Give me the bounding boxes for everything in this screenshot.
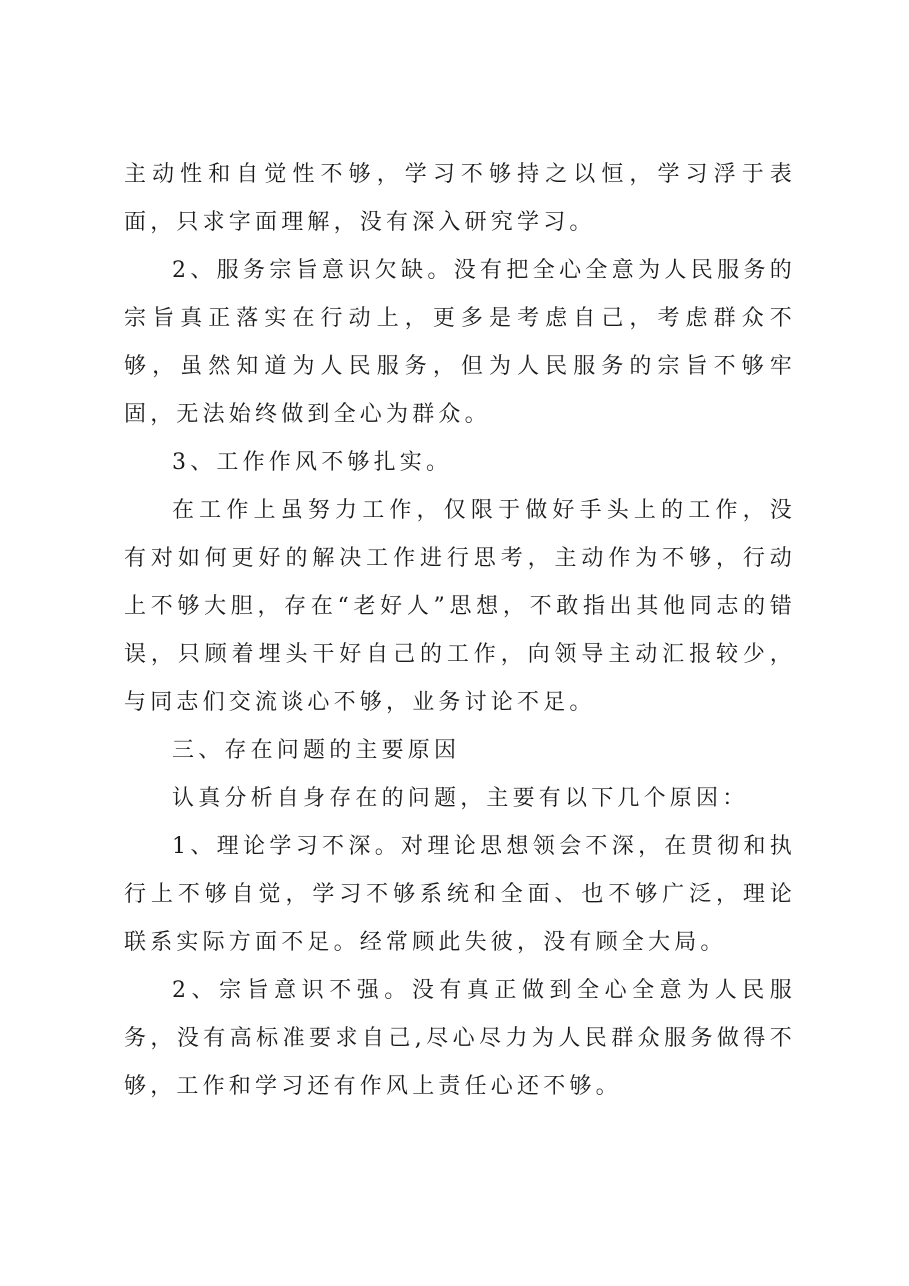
paragraph-theory-study: 1、理论学习不深。对理论思想领会不深，在贯彻和执行上不够自觉，学习不够系统和全面、也不够广泛，理论联系实际方面不足。经常顾此失彼，没有顾全大局。 [124, 834, 796, 955]
paragraph-purpose-awareness: 2、宗旨意识不强。没有真正做到全心全意为人民服务，没有高标准要求自己,尽心尽力为人民群众服务做得不够，工作和学习还有作风上责任心还不够。 [124, 978, 796, 1099]
paragraph-causes-intro: 认真分析自身存在的问题，主要有以下几个原因： [172, 786, 749, 811]
document-body [124, 151, 796, 1111]
paragraph-work-style-heading: 3、工作作风不够扎实。 [172, 450, 453, 475]
section-heading-causes: 三、存在问题的主要原因 [172, 738, 461, 763]
paragraph-continuation: 主动性和自觉性不够，学习不够持之以恒，学习浮于表面，只求字面理解，没有深入研究学习。 [124, 162, 796, 235]
paragraph-work-style-detail: 在工作上虽努力工作，仅限于做好手头上的工作，没有对如何更好的解决工作进行思考，主动作为不够，行动上不够大胆，存在“老好人”思想，不敢指出其他同志的错误，只顾着埋头干好自己的工作，向领导主动汇报较少，与同志们交流谈心不够，业务讨论不足。 [124, 498, 796, 715]
paragraph-service-awareness: 2、服务宗旨意识欠缺。没有把全心全意为人民服务的宗旨真正落实在行动上，更多是考虑自己，考虑群众不够，虽然知道为人民服务，但为人民服务的宗旨不够牢固，无法始终做到全心为群众。 [124, 258, 796, 427]
